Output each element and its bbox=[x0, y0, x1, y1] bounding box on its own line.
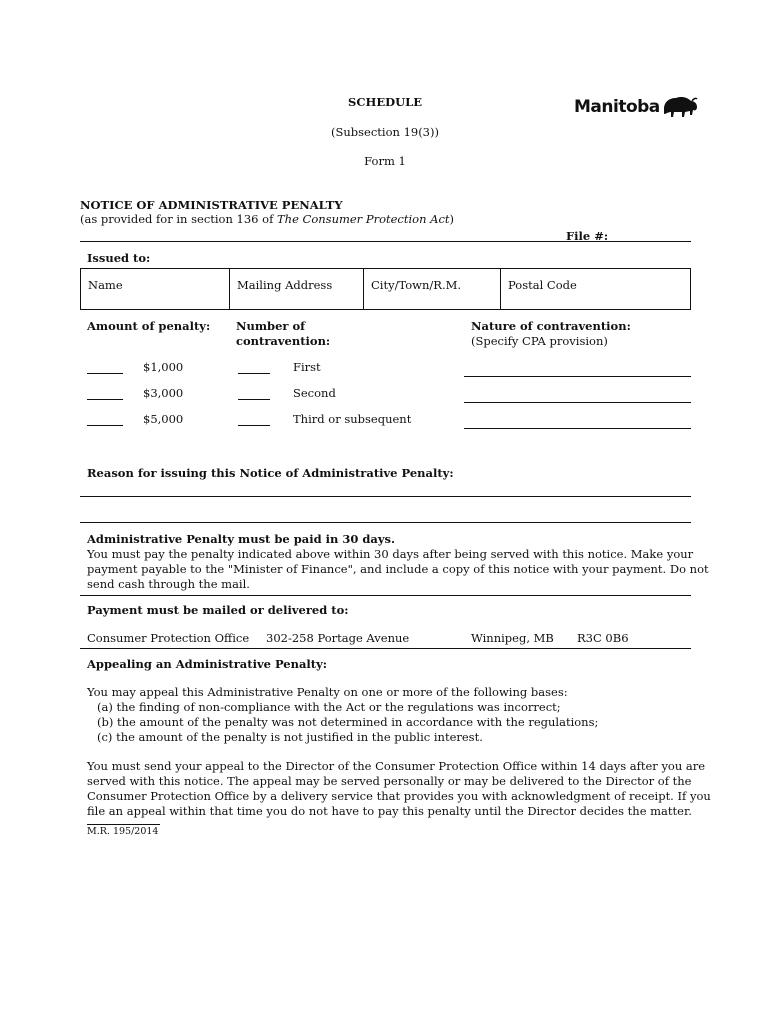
title-divider bbox=[80, 241, 691, 242]
third-contravention-line[interactable] bbox=[238, 425, 270, 426]
bison-icon bbox=[661, 95, 699, 119]
reason-line-1[interactable] bbox=[80, 496, 691, 497]
reason-line-2[interactable] bbox=[80, 522, 691, 523]
appeal-instructions bbox=[87, 759, 711, 819]
appeal-instruction-line: You must send your appeal to the Director of the Consumer Protection Office within 14 days after you are bbox=[87, 759, 706, 773]
appeal-basis-item: (a) the finding of non-compliance with the Act or the regulations was incorrect; bbox=[97, 700, 561, 714]
amount-5000: $5,000 bbox=[143, 412, 184, 426]
number-of-contravention-label: Number of bbox=[236, 319, 306, 333]
office-city: Winnipeg, MB bbox=[471, 631, 554, 645]
file-number-label: File #: bbox=[566, 229, 609, 243]
contravention-third: Third or subsequent bbox=[293, 412, 412, 426]
subtitle-prefix: (as provided for in section 136 of bbox=[80, 212, 277, 226]
amount-1000: $1,000 bbox=[143, 360, 184, 374]
notice-title: NOTICE OF ADMINISTRATIVE PENALTY bbox=[80, 198, 343, 212]
office-postal-code: R3C 0B6 bbox=[577, 631, 629, 645]
amount-of-penalty-label: Amount of penalty: bbox=[87, 319, 211, 333]
manitoba-logo bbox=[574, 93, 699, 121]
mailing-address-field[interactable]: Mailing Address bbox=[230, 269, 364, 309]
schedule-heading: SCHEDULE bbox=[348, 95, 422, 109]
payment-terms-line: send cash through the mail. bbox=[87, 577, 250, 591]
reason-label: Reason for issuing this Notice of Administrative Penalty: bbox=[87, 466, 454, 480]
amount-5000-checkbox-line[interactable] bbox=[87, 425, 123, 426]
name-field[interactable]: Name bbox=[81, 269, 230, 309]
payment-deadline-heading: Administrative Penalty must be paid in 30 days. bbox=[87, 532, 396, 546]
cpa-provision-line-3[interactable] bbox=[464, 428, 691, 429]
nature-of-contravention-hint: (Specify CPA provision) bbox=[471, 334, 608, 348]
second-contravention-line[interactable] bbox=[238, 399, 270, 400]
subtitle-act: The Consumer Protection Act bbox=[277, 212, 450, 226]
subtitle-suffix: ) bbox=[449, 212, 455, 226]
amount-1000-checkbox-line[interactable] bbox=[87, 373, 123, 374]
contravention-second: Second bbox=[293, 386, 336, 400]
amount-3000-checkbox-line[interactable] bbox=[87, 399, 123, 400]
recipient-table bbox=[80, 268, 691, 310]
notice-subtitle bbox=[80, 212, 454, 226]
office-name: Consumer Protection Office bbox=[87, 631, 250, 645]
form-number: Form 1 bbox=[364, 154, 406, 168]
regulation-reference: M.R. 195/2014 bbox=[87, 826, 159, 837]
footer-rule bbox=[87, 824, 160, 825]
payment-terms-line: payment payable to the "Minister of Finance", and include a copy of this notice with your payment. Do not bbox=[87, 562, 709, 576]
cpa-provision-line-2[interactable] bbox=[464, 402, 691, 403]
appeal-basis-item: (b) the amount of the penalty was not determined in accordance with the regulations; bbox=[97, 715, 599, 729]
appeal-basis-item: (c) the amount of the penalty is not justified in the public interest. bbox=[97, 730, 483, 744]
office-street: 302-258 Portage Avenue bbox=[266, 631, 410, 645]
nature-of-contravention-label: Nature of contravention: bbox=[471, 319, 631, 333]
mailing-heading: Payment must be mailed or delivered to: bbox=[87, 603, 349, 617]
subsection-reference: (Subsection 19(3)) bbox=[331, 125, 439, 139]
logo-wordmark: Manitoba bbox=[574, 97, 660, 117]
appeal-heading: Appealing an Administrative Penalty: bbox=[87, 657, 328, 671]
appeal-instruction-line: Consumer Protection Office by a delivery service that provides you with acknowledgment of receipt. If you bbox=[87, 789, 711, 803]
city-field[interactable]: City/Town/R.M. bbox=[364, 269, 501, 309]
payment-divider bbox=[80, 595, 691, 596]
first-contravention-line[interactable] bbox=[238, 373, 270, 374]
postal-code-field[interactable]: Postal Code bbox=[508, 278, 577, 292]
cpa-provision-line-1[interactable] bbox=[464, 376, 691, 377]
contravention-first: First bbox=[293, 360, 321, 374]
payment-terms-line: You must pay the penalty indicated above within 30 days after being served with this notice. Make your bbox=[87, 547, 694, 561]
issued-to-label: Issued to: bbox=[87, 251, 151, 265]
mailing-divider bbox=[80, 648, 691, 649]
appeal-instruction-line: served with this notice. The appeal may be served personally or may be delivered to the Director of the bbox=[87, 774, 692, 788]
appeal-intro: You may appeal this Administrative Penalty on one or more of the following bases: bbox=[87, 685, 568, 699]
amount-3000: $3,000 bbox=[143, 386, 184, 400]
payment-terms-text bbox=[87, 547, 709, 592]
appeal-instruction-line: file an appeal within that time you do not have to pay this penalty until the Director decides the matter. bbox=[87, 804, 692, 818]
appeal-bases bbox=[87, 685, 687, 745]
number-of-contravention-label-2: contravention: bbox=[236, 334, 331, 348]
